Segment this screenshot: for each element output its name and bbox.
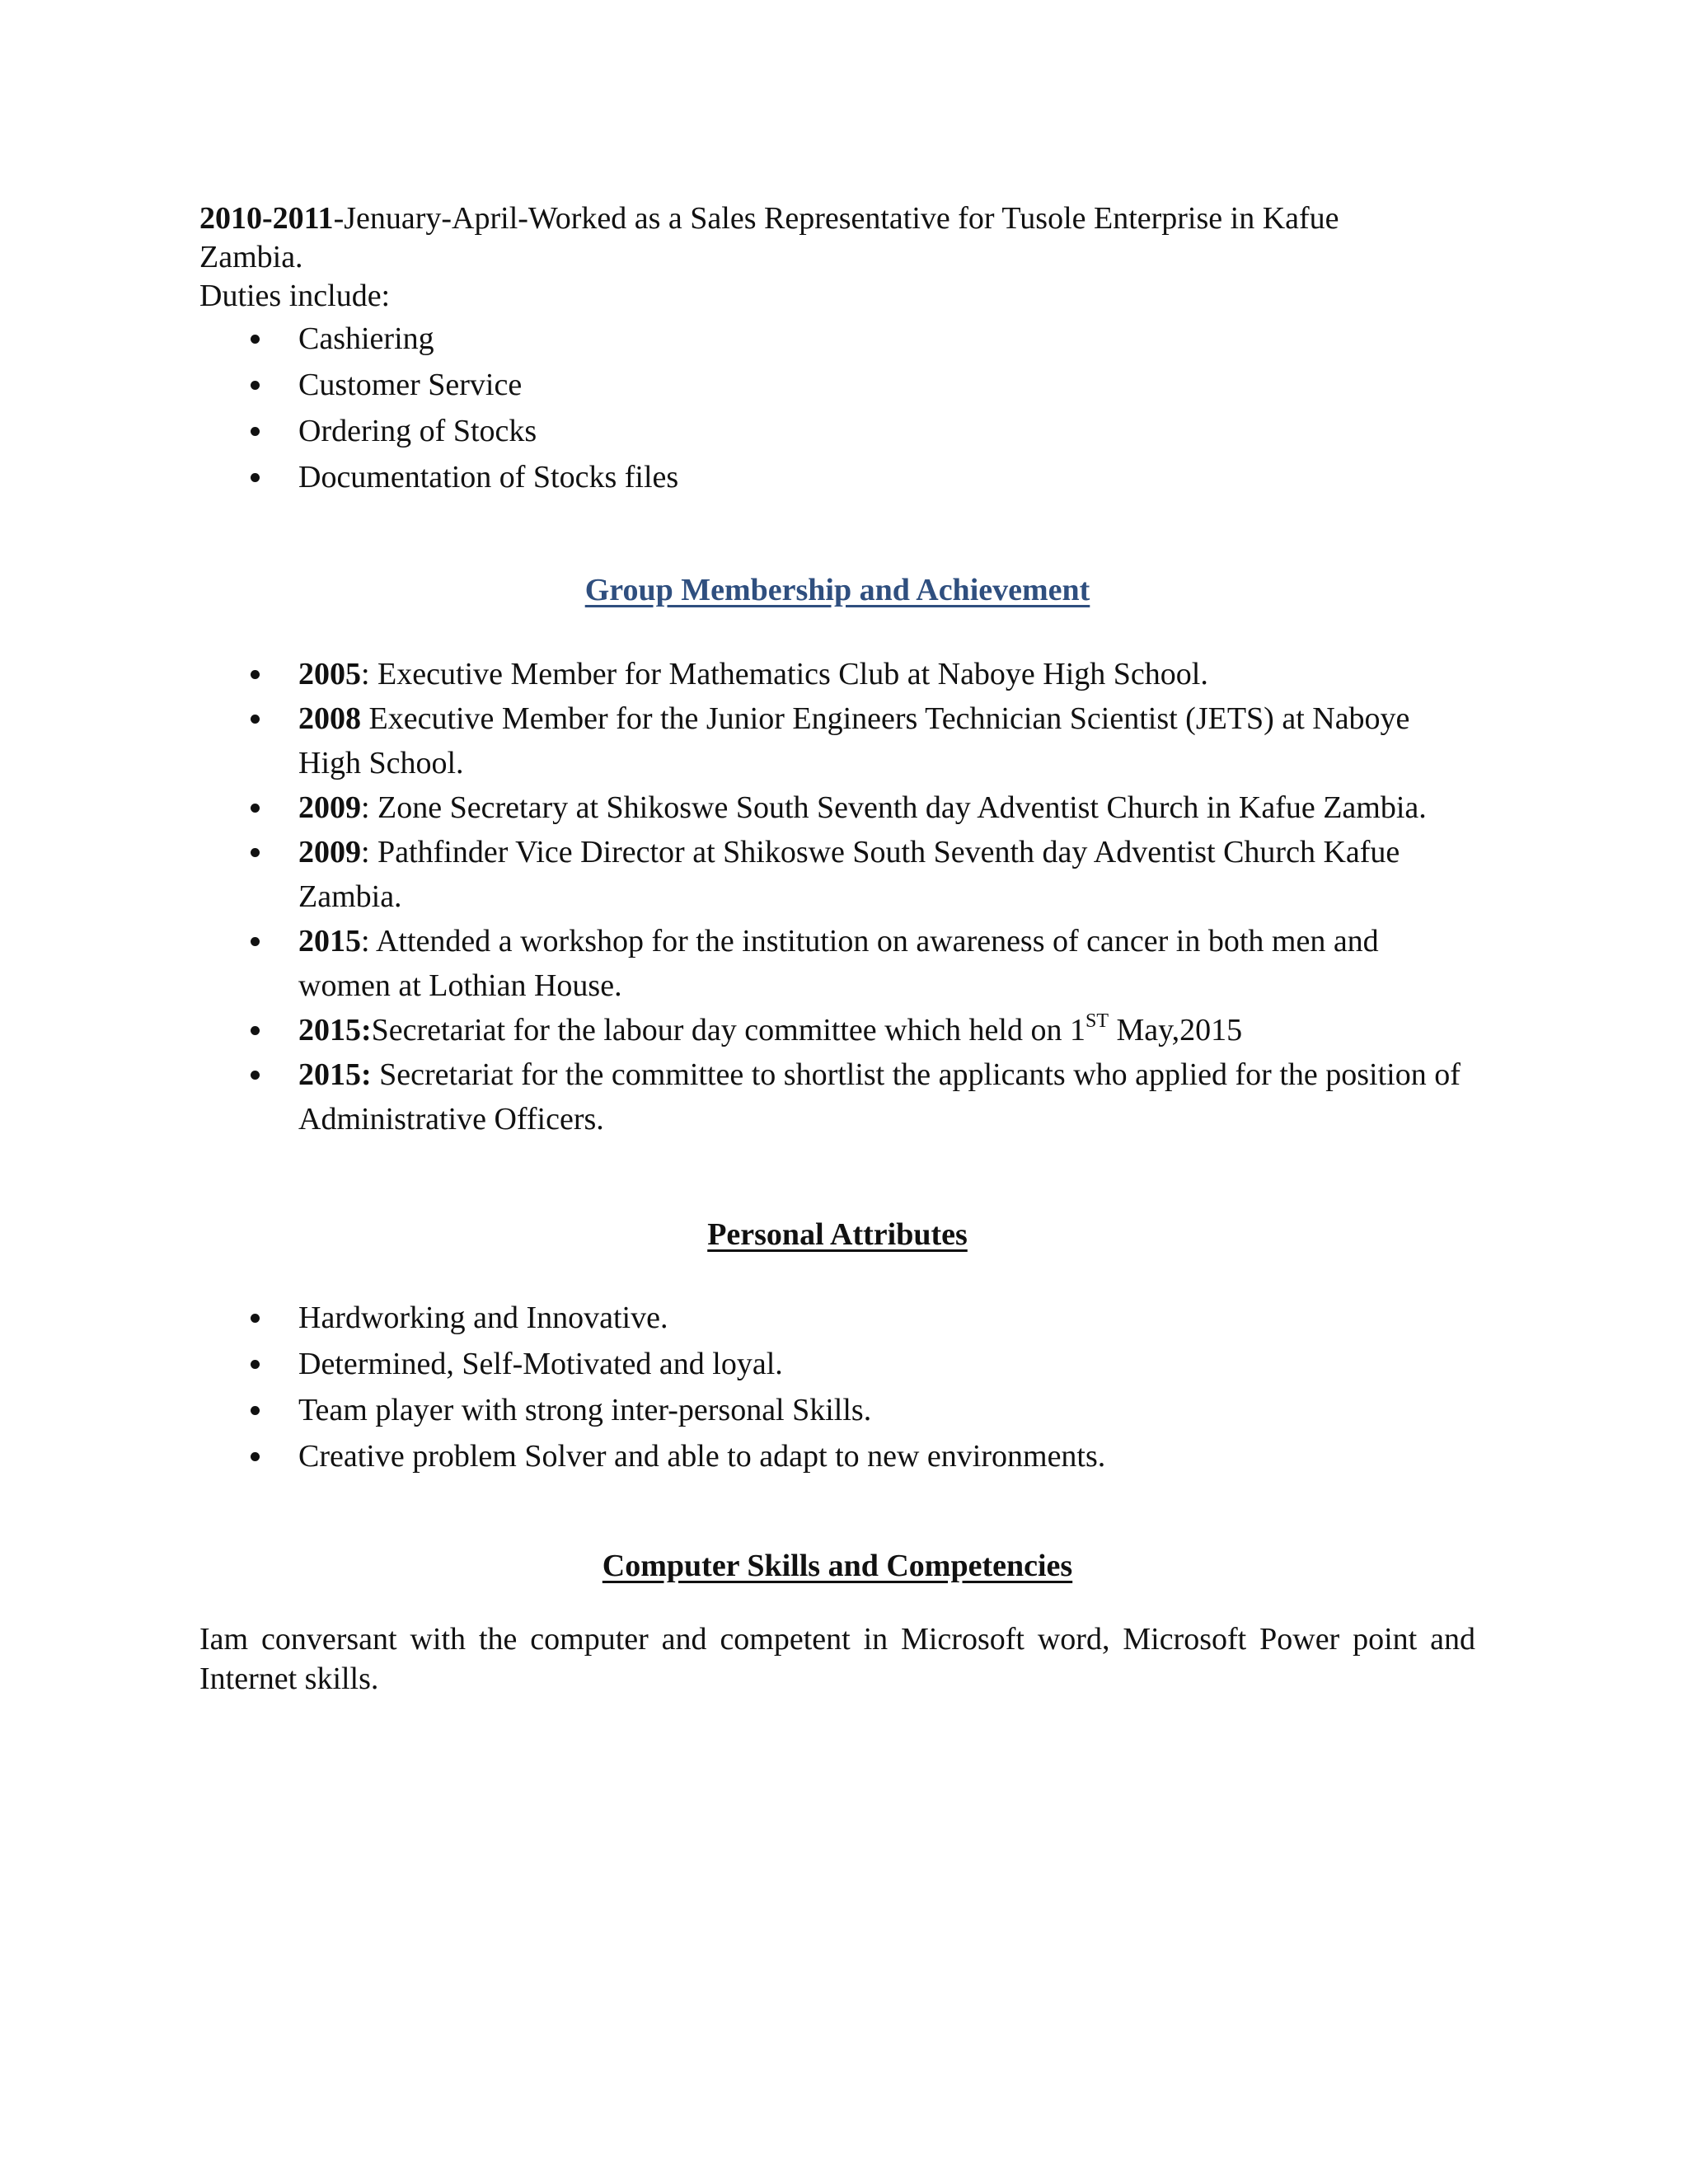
attributes-heading: Personal Attributes — [707, 1217, 968, 1252]
list-item: Customer Service — [199, 362, 1475, 408]
list-item: Hardworking and Innovative. — [199, 1295, 1475, 1341]
list-item: Cashiering — [199, 316, 1475, 362]
superscript: ST — [1085, 1010, 1109, 1032]
item-text: Secretariat for the labour day committee which held on 1 — [371, 1013, 1085, 1047]
item-text: : Executive Member for Mathematics Club at Naboye High School. — [361, 657, 1208, 691]
group-list — [199, 652, 1475, 1141]
item-year: 2008 — [298, 701, 361, 736]
list-item — [199, 696, 1475, 785]
item-text: : Zone Secretary at Shikoswe South Seventh day Adventist Church in Kafue Zambia. — [361, 790, 1427, 825]
work-years: 2010-2011 — [199, 201, 334, 236]
list-item — [199, 1052, 1475, 1141]
item-year: 2009 — [298, 835, 361, 869]
item-year: 2009 — [298, 790, 361, 825]
item-text: Secretariat for the committee to shortlist the applicants who applied for the position of Administrative Officers. — [298, 1057, 1461, 1137]
list-item — [199, 830, 1475, 919]
item-year: 2005 — [298, 657, 361, 691]
attributes-list — [199, 1295, 1475, 1479]
list-item: Team player with strong inter-personal Skills. — [199, 1387, 1475, 1433]
duties-label: Duties include: — [199, 279, 391, 313]
computer-text: Iam conversant with the computer and competent in Microsoft word, Microsoft Power point and Internet skills. — [199, 1622, 1475, 1696]
document-content — [199, 199, 1475, 1699]
computer-heading: Computer Skills and Competencies — [602, 1549, 1073, 1583]
work-description: -Jenuary-April-Worked as a Sales Representative for Tusole Enterprise in Kafue — [333, 201, 1339, 236]
item-text: : Attended a workshop for the institution on awareness of cancer in both men and women at Lothian House. — [298, 924, 1379, 1003]
list-item: Determined, Self-Motivated and loyal. — [199, 1341, 1475, 1387]
list-item: Creative problem Solver and able to adapt to new environments. — [199, 1433, 1475, 1479]
item-year: 2015: — [298, 1013, 372, 1047]
list-item — [199, 652, 1475, 696]
work-entry — [199, 199, 1475, 238]
list-item — [199, 785, 1475, 830]
list-item — [199, 1008, 1475, 1052]
item-text: Executive Member for the Junior Engineers Technician Scientist (JETS) at Naboye High School. — [298, 701, 1410, 780]
list-item: Documentation of Stocks files — [199, 454, 1475, 500]
work-description-cont: Zambia. — [199, 240, 303, 274]
list-item: Ordering of Stocks — [199, 408, 1475, 454]
list-item — [199, 919, 1475, 1008]
item-text: : Pathfinder Vice Director at Shikoswe South Seventh day Adventist Church Kafue Zambia. — [298, 835, 1400, 914]
duties-list — [199, 316, 1475, 500]
item-year: 2015: — [298, 1057, 372, 1092]
item-year: 2015 — [298, 924, 361, 958]
group-heading: Group Membership and Achievement — [584, 573, 1090, 607]
item-text-after: May,2015 — [1108, 1013, 1243, 1047]
